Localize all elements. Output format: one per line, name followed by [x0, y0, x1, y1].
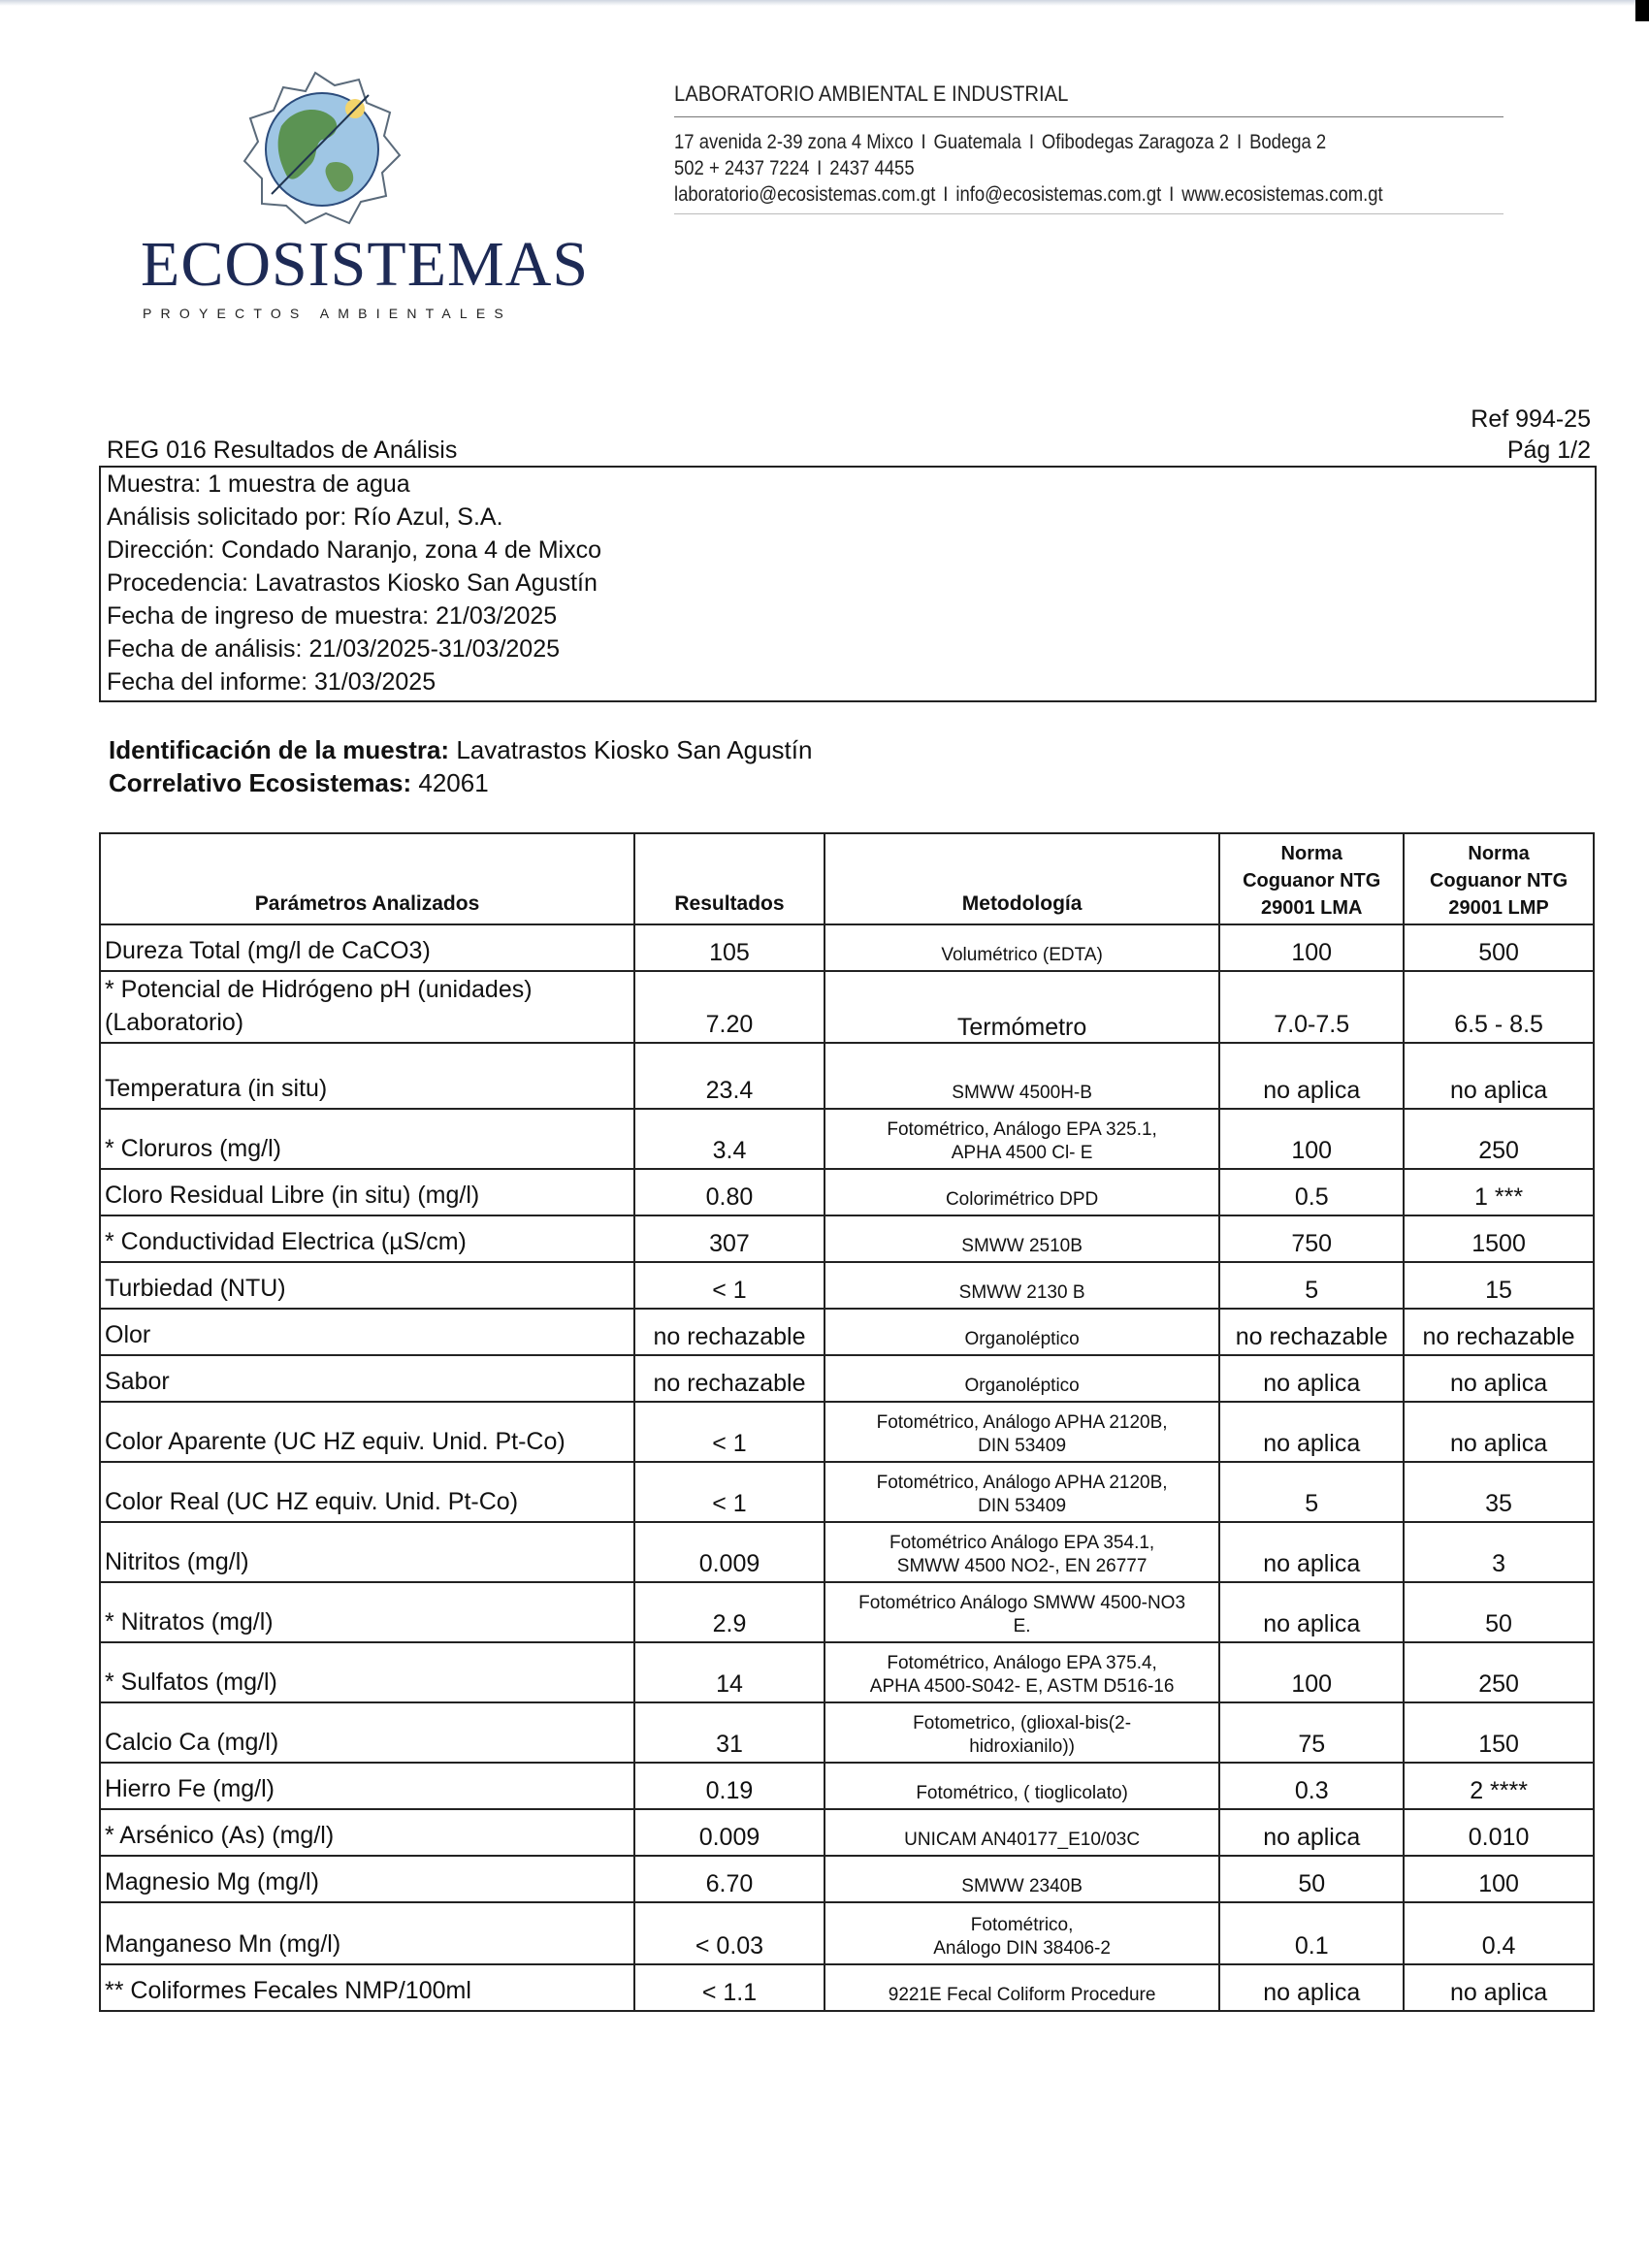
- lma-line-1: Norma: [1280, 843, 1342, 864]
- parameter-text: Calcio Ca (mg/l): [105, 1729, 279, 1756]
- cell-methodology: [824, 1462, 1219, 1522]
- cell-methodology: [824, 1522, 1219, 1582]
- parameter-text: Dureza Total (mg/l de CaCO3): [105, 937, 431, 964]
- email-lab[interactable]: laboratorio@ecosistemas.com.gt: [674, 183, 936, 206]
- table-row: [100, 1215, 1594, 1262]
- parameter-text: * Cloruros (mg/l): [105, 1135, 281, 1162]
- methodology-text: SMWW 2510B: [961, 1236, 1083, 1256]
- table-row: [100, 1169, 1594, 1215]
- header-norm-lmp: [1404, 833, 1594, 924]
- table-row: [100, 971, 1594, 1043]
- methodology-text: 9221E Fecal Coliform Procedure: [888, 1985, 1156, 2005]
- cell-methodology: [824, 1856, 1219, 1902]
- header-methodology: Metodología: [824, 833, 1219, 924]
- parameter-text: Olor: [105, 1321, 151, 1348]
- cell-parameter: [100, 971, 634, 1043]
- parameter-text: Manganeso Mn (mg/l): [105, 1930, 341, 1958]
- lab-contacts: [674, 181, 1404, 208]
- cell-parameter: [100, 1215, 634, 1262]
- cell-norm-lma: no aplica: [1219, 1522, 1404, 1582]
- cell-methodology: [824, 1043, 1219, 1109]
- cell-norm-lma: 0.1: [1219, 1902, 1404, 1964]
- parameter-text: Temperatura (in situ): [105, 1075, 328, 1102]
- cell-parameter: [100, 1169, 634, 1215]
- correlative-line: [109, 766, 812, 799]
- cell-methodology: [824, 971, 1219, 1043]
- table-row: [100, 1642, 1594, 1702]
- cell-norm-lma: 100: [1219, 1109, 1404, 1169]
- cell-norm-lma: no aplica: [1219, 1582, 1404, 1642]
- parameter-text: (Laboratorio): [105, 1009, 244, 1036]
- cell-norm-lma: 0.3: [1219, 1763, 1404, 1809]
- cell-parameter: [100, 1902, 634, 1964]
- parameter-text: Color Aparente (UC HZ equiv. Unid. Pt-Co): [105, 1428, 566, 1455]
- cell-parameter: [100, 1642, 634, 1702]
- cell-result: 23.4: [634, 1043, 824, 1109]
- cell-parameter: [100, 1582, 634, 1642]
- cell-norm-lma: no aplica: [1219, 1043, 1404, 1109]
- logo-subtitle: PROYECTOS AMBIENTALES: [143, 306, 512, 321]
- cell-norm-lmp: 1 ***: [1404, 1169, 1594, 1215]
- separator: I: [1028, 131, 1035, 153]
- cell-result: 0.19: [634, 1763, 824, 1809]
- parameter-text: ** Coliformes Fecales NMP/100ml: [105, 1977, 471, 2004]
- email-info[interactable]: info@ecosistemas.com.gt: [955, 183, 1162, 206]
- table-row: [100, 1109, 1594, 1169]
- cell-norm-lmp: 1500: [1404, 1215, 1594, 1262]
- parameter-text: * Arsénico (As) (mg/l): [105, 1822, 335, 1849]
- methodology-text: SMWW 2130 B: [958, 1282, 1085, 1303]
- cell-result: 105: [634, 924, 824, 971]
- address-unit: Bodega 2: [1249, 131, 1327, 153]
- cell-norm-lmp: 35: [1404, 1462, 1594, 1522]
- identification-value: Lavatrastos Kiosko San Agustín: [456, 735, 813, 764]
- separator: I: [817, 157, 823, 179]
- cell-norm-lma: 75: [1219, 1702, 1404, 1763]
- cell-norm-lma: 0.5: [1219, 1169, 1404, 1215]
- header-norm-lma: [1219, 833, 1404, 924]
- parameter-text: Magnesio Mg (mg/l): [105, 1868, 319, 1895]
- cell-result: 31: [634, 1702, 824, 1763]
- correlative-label: Correlativo Ecosistemas:: [109, 768, 412, 797]
- cell-parameter: [100, 1702, 634, 1763]
- separator: I: [1169, 183, 1175, 206]
- cell-norm-lmp: 0.010: [1404, 1809, 1594, 1856]
- cell-parameter: [100, 1355, 634, 1402]
- cell-result: no rechazable: [634, 1355, 824, 1402]
- methodology-text: Fotométrico, Análogo APHA 2120B,: [876, 1473, 1168, 1493]
- cell-norm-lmp: 100: [1404, 1856, 1594, 1902]
- table-row: [100, 1043, 1594, 1109]
- table-row: [100, 1522, 1594, 1582]
- cell-methodology: [824, 1809, 1219, 1856]
- analysis-date-line: Fecha de análisis: 21/03/2025-31/03/2025: [107, 635, 561, 663]
- methodology-text: Termómetro: [956, 1014, 1087, 1041]
- table-row: [100, 1702, 1594, 1763]
- cell-parameter: [100, 1856, 634, 1902]
- cell-parameter: [100, 1763, 634, 1809]
- cell-result: 6.70: [634, 1856, 824, 1902]
- phone-2: 2437 4455: [829, 157, 915, 179]
- cell-norm-lma: no aplica: [1219, 1402, 1404, 1462]
- cell-norm-lmp: 0.4: [1404, 1902, 1594, 1964]
- cell-norm-lma: 5: [1219, 1462, 1404, 1522]
- cell-parameter: [100, 1309, 634, 1355]
- separator: I: [921, 131, 926, 153]
- cell-norm-lmp: no aplica: [1404, 1043, 1594, 1109]
- table-row: [100, 1355, 1594, 1402]
- methodology-text: Fotométrico, ( tioglicolato): [916, 1783, 1128, 1803]
- scan-edge: [0, 0, 1649, 6]
- cell-parameter: [100, 1809, 634, 1856]
- cell-methodology: [824, 1582, 1219, 1642]
- table-row: [100, 924, 1594, 971]
- cell-parameter: [100, 924, 634, 971]
- parameter-text: * Sulfatos (mg/l): [105, 1669, 277, 1696]
- requester-line: Análisis solicitado por: Río Azul, S.A.: [107, 503, 503, 531]
- methodology-text: Organoléptico: [964, 1376, 1080, 1396]
- methodology-text: DIN 53409: [978, 1436, 1067, 1456]
- cell-norm-lmp: 6.5 - 8.5: [1404, 971, 1594, 1043]
- parameter-text: Nitritos (mg/l): [105, 1548, 249, 1575]
- address-building: Ofibodegas Zaragoza 2: [1041, 131, 1230, 153]
- separator: I: [1237, 131, 1243, 153]
- cell-result: < 1.1: [634, 1964, 824, 2011]
- table-row: [100, 1809, 1594, 1856]
- cell-methodology: [824, 924, 1219, 971]
- correlative-value: 42061: [418, 768, 489, 797]
- cell-norm-lma: 100: [1219, 1642, 1404, 1702]
- cell-methodology: [824, 1964, 1219, 2011]
- company-logo: [131, 68, 590, 330]
- results-table: [99, 832, 1595, 2012]
- cell-norm-lmp: 2 ****: [1404, 1763, 1594, 1809]
- methodology-text: hidroxianilo)): [969, 1736, 1075, 1757]
- methodology-text: Fotometrico, (glioxal-bis(2-: [913, 1713, 1132, 1733]
- lab-address: [674, 129, 1404, 155]
- methodology-text: Volumétrico (EDTA): [941, 945, 1103, 965]
- table-row: [100, 1262, 1594, 1309]
- lmp-line-1: Norma: [1468, 843, 1530, 864]
- cell-parameter: [100, 1964, 634, 2011]
- phone-1: 502 + 2437 7224: [674, 157, 810, 179]
- results-body: [100, 924, 1594, 2011]
- cell-result: 14: [634, 1642, 824, 1702]
- website-link[interactable]: www.ecosistemas.com.gt: [1181, 183, 1383, 206]
- separator: I: [943, 183, 949, 206]
- cell-norm-lmp: no aplica: [1404, 1355, 1594, 1402]
- methodology-text: Análogo DIN 38406-2: [933, 1938, 1111, 1959]
- cell-parameter: [100, 1109, 634, 1169]
- cell-methodology: [824, 1702, 1219, 1763]
- cell-methodology: [824, 1642, 1219, 1702]
- table-row: [100, 1856, 1594, 1902]
- sample-info-box: [99, 466, 1597, 702]
- cell-norm-lmp: 250: [1404, 1642, 1594, 1702]
- cell-methodology: [824, 1355, 1219, 1402]
- globe-gear-icon: [213, 68, 417, 233]
- parameter-text: Cloro Residual Libre (in situ) (mg/l): [105, 1182, 480, 1209]
- parameter-text: * Nitratos (mg/l): [105, 1608, 274, 1636]
- cell-norm-lmp: no aplica: [1404, 1402, 1594, 1462]
- cell-norm-lmp: 500: [1404, 924, 1594, 971]
- methodology-text: SMWW 4500 NO2-, EN 26777: [896, 1556, 1148, 1576]
- identification-label: Identificación de la muestra:: [109, 735, 450, 764]
- methodology-text: Fotométrico, Análogo EPA 375.4,: [887, 1653, 1157, 1673]
- methodology-text: Colorimétrico DPD: [945, 1189, 1099, 1210]
- cell-result: 0.009: [634, 1522, 824, 1582]
- methodology-text: SMWW 4500H-B: [952, 1083, 1092, 1103]
- origin-line: Procedencia: Lavatrastos Kiosko San Agustín: [107, 569, 598, 597]
- methodology-text: Fotométrico Análogo EPA 354.1,: [889, 1533, 1155, 1553]
- cell-result: 0.80: [634, 1169, 824, 1215]
- cell-result: < 1: [634, 1262, 824, 1309]
- cell-methodology: [824, 1262, 1219, 1309]
- lmp-line-3: 29001 LMP: [1448, 897, 1549, 919]
- cell-parameter: [100, 1462, 634, 1522]
- cell-methodology: [824, 1309, 1219, 1355]
- identification-line: [109, 733, 812, 766]
- table-row: [100, 1309, 1594, 1355]
- parameter-text: Hierro Fe (mg/l): [105, 1775, 275, 1802]
- cell-norm-lmp: 250: [1404, 1109, 1594, 1169]
- address-street: 17 avenida 2-39 zona 4 Mixco: [674, 131, 914, 153]
- methodology-text: APHA 4500-S042- E, ASTM D516-16: [869, 1676, 1175, 1697]
- cell-methodology: [824, 1402, 1219, 1462]
- intake-date-line: Fecha de ingreso de muestra: 21/03/2025: [107, 602, 558, 630]
- parameter-text: Turbiedad (NTU): [105, 1275, 286, 1302]
- table-row: [100, 1582, 1594, 1642]
- cell-parameter: [100, 1522, 634, 1582]
- cell-norm-lmp: 150: [1404, 1702, 1594, 1763]
- letterhead: [674, 81, 1504, 214]
- page-number: Pág 1/2: [1506, 437, 1591, 464]
- cell-methodology: [824, 1169, 1219, 1215]
- ref-number: Ref 994-25: [1471, 405, 1591, 433]
- reference-block: [1471, 404, 1591, 466]
- cell-parameter: [100, 1402, 634, 1462]
- cell-norm-lma: no rechazable: [1219, 1309, 1404, 1355]
- table-row: [100, 1902, 1594, 1964]
- cell-methodology: [824, 1763, 1219, 1809]
- table-header-row: [100, 833, 1594, 924]
- letterhead-rule-bottom: [674, 213, 1504, 214]
- cell-result: 3.4: [634, 1109, 824, 1169]
- methodology-text: E.: [1013, 1616, 1031, 1636]
- parameter-text: * Potencial de Hidrógeno pH (unidades): [105, 976, 533, 1003]
- cell-result: 2.9: [634, 1582, 824, 1642]
- logo-name: ECOSISTEMAS: [141, 229, 590, 300]
- cell-parameter: [100, 1043, 634, 1109]
- cell-norm-lmp: no rechazable: [1404, 1309, 1594, 1355]
- cell-result: < 0.03: [634, 1902, 824, 1964]
- methodology-text: Fotométrico, Análogo APHA 2120B,: [876, 1412, 1168, 1433]
- cell-result: 7.20: [634, 971, 824, 1043]
- methodology-text: Organoléptico: [964, 1329, 1080, 1349]
- cell-norm-lma: 750: [1219, 1215, 1404, 1262]
- lma-line-3: 29001 LMA: [1260, 897, 1363, 919]
- cell-result: < 1: [634, 1462, 824, 1522]
- methodology-text: DIN 53409: [978, 1496, 1067, 1516]
- cell-norm-lmp: no aplica: [1404, 1964, 1594, 2011]
- cell-result: < 1: [634, 1402, 824, 1462]
- cell-norm-lma: no aplica: [1219, 1355, 1404, 1402]
- table-row: [100, 1964, 1594, 2011]
- report-title: REG 016 Resultados de Análisis: [107, 437, 458, 464]
- sample-line: Muestra: 1 muestra de agua: [107, 470, 410, 498]
- cell-norm-lmp: 3: [1404, 1522, 1594, 1582]
- header-results: Resultados: [634, 833, 824, 924]
- header-parameters: Parámetros Analizados: [100, 833, 634, 924]
- parameter-text: Sabor: [105, 1368, 170, 1395]
- methodology-text: Fotométrico, Análogo EPA 325.1,: [887, 1119, 1157, 1140]
- lma-line-2: Coguanor NTG: [1243, 870, 1381, 891]
- cell-methodology: [824, 1902, 1219, 1964]
- methodology-text: Fotométrico,: [970, 1915, 1074, 1935]
- cell-norm-lmp: 50: [1404, 1582, 1594, 1642]
- table-row: [100, 1462, 1594, 1522]
- address-line: Dirección: Condado Naranjo, zona 4 de Mixco: [107, 536, 601, 564]
- lab-title: LABORATORIO AMBIENTAL E INDUSTRIAL: [674, 81, 1069, 106]
- cell-result: 307: [634, 1215, 824, 1262]
- parameter-text: * Conductividad Electrica (µS/cm): [105, 1228, 467, 1255]
- cell-result: no rechazable: [634, 1309, 824, 1355]
- sample-identification: [109, 733, 812, 799]
- letterhead-rule: [674, 116, 1504, 117]
- cell-norm-lma: no aplica: [1219, 1809, 1404, 1856]
- methodology-text: SMWW 2340B: [961, 1876, 1083, 1896]
- parameter-text: Color Real (UC HZ equiv. Unid. Pt-Co): [105, 1488, 519, 1515]
- methodology-text: UNICAM AN40177_E10/03C: [904, 1830, 1141, 1850]
- methodology-text: APHA 4500 Cl- E: [951, 1143, 1093, 1163]
- lab-phones: [674, 155, 1404, 181]
- methodology-text: Fotométrico Análogo SMWW 4500-NO3: [858, 1593, 1186, 1613]
- lmp-line-2: Coguanor NTG: [1429, 870, 1568, 891]
- cell-norm-lma: 50: [1219, 1856, 1404, 1902]
- cell-result: 0.009: [634, 1809, 824, 1856]
- table-row: [100, 1763, 1594, 1809]
- corner-mark: [1635, 0, 1649, 21]
- cell-norm-lma: 7.0-7.5: [1219, 971, 1404, 1043]
- cell-methodology: [824, 1109, 1219, 1169]
- report-date-line: Fecha del informe: 31/03/2025: [107, 668, 436, 696]
- cell-norm-lmp: 15: [1404, 1262, 1594, 1309]
- cell-norm-lma: no aplica: [1219, 1964, 1404, 2011]
- table-row: [100, 1402, 1594, 1462]
- cell-methodology: [824, 1215, 1219, 1262]
- cell-parameter: [100, 1262, 634, 1309]
- address-country: Guatemala: [933, 131, 1021, 153]
- cell-norm-lma: 100: [1219, 924, 1404, 971]
- cell-norm-lma: 5: [1219, 1262, 1404, 1309]
